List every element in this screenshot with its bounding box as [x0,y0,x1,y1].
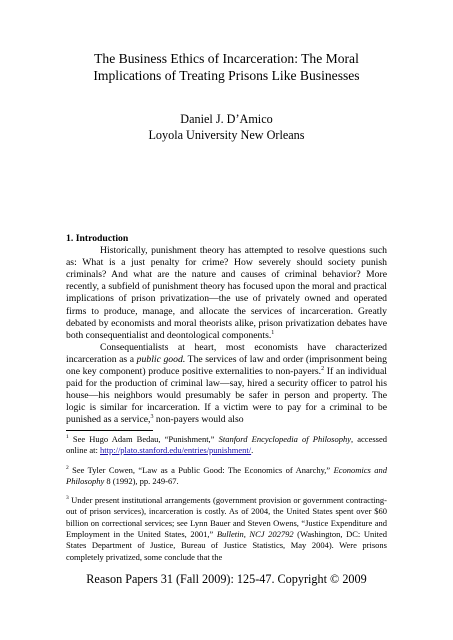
paragraph-2-text-a: Consequentialists at heart, most economists have characterized incarceration as a [66,341,387,365]
paragraph-2-text-c: If an individual paid for the production of criminal law—say, hired a security officer to patrol his house—his neighbors would presumably be safer in person and property. The logic is similar for incarceration. If a victim were to pay for a criminal to be punished as a service, [66,366,387,426]
footnote-1-text-b: , accessed online at: [66,434,387,456]
paragraph-2 [66,342,387,427]
footnotes [66,434,387,571]
footnote-ref-3: 3 [150,414,154,421]
footnote-3-text-a: Under present institutional arrangements (government provision or government contracting-out of prison services), incarceration is costly. As of 2004, the United States spent over $60 billion on correctional services; see Lynn Bauer and Steven Owens, “Justice Expenditure and Employment in the United States, 2001,” [66,495,387,540]
footnote-1-text-a: See Hugo Adam Bedau, “Punishment,” [68,434,219,444]
footnote-1-text-c: . [251,445,254,456]
title-line-2: Implications of Treating Prisons Like Businesses [93,68,360,83]
footnote-1-emphasis: Stanford Encyclopedia of Philosophy [218,434,352,444]
paragraph-1-text: Historically, punishment theory has attempted to resolve questions such as: What is a just penalty for crime? How severely should society punish criminals? And what are the nature and causes of criminal behavior? More recently, a subfield of punishment theory has focused upon the moral and practical implications of prison privatization—the use of privately owned and operated firms to produce, manage, and allocate the services of incarceration. Greatly debated by economists and moral theorists alike, prison privatization debates have both consequentialist and deontological components. [66,245,387,341]
page-footer: Reason Papers 31 (Fall 2009): 125-47. Copyright © 2009 [86,572,367,586]
footnote-2-number: 2 [66,464,69,471]
footnote-2 [66,465,387,488]
author-name: Daniel J. D’Amico [180,112,273,126]
footnote-1 [66,434,387,457]
section-heading: 1. Introduction [66,233,129,244]
footnote-ref-2: 2 [321,365,325,372]
paragraph-1 [66,245,387,342]
footnote-divider [66,430,153,431]
paragraph-2-text-d: non-payers would also [153,414,244,426]
footnote-ref-1: 1 [271,329,275,336]
title-line-1: The Business Ethics of Incarceration: The Moral [94,51,359,66]
paper-title [40,50,413,84]
author-affiliation: Loyola University New Orleans [148,128,305,142]
footnote-1-link[interactable]: http://plato.stanford.edu/entries/punishment/ [100,445,252,456]
footnote-3 [66,495,387,563]
body-text [66,233,387,427]
footnote-2-text-b: 8 (1992), pp. 249-67. [104,475,179,486]
paragraph-2-emphasis: public good. [136,353,186,365]
footnote-3-number: 3 [66,495,69,502]
footnote-3-text-b: (Washington, DC: United States Department of Justice, Bureau of Justice Statistics, May 2004). Were prisons completely privatized, some conclude that the [66,529,387,562]
footnote-3-emphasis: Bulletin, NCJ 202792 [216,529,294,540]
paragraph-2-text-b: The services of law and order (imprisonment being one key component) produce positive externalities to non-payers. [66,353,387,378]
footnote-1-number: 1 [66,434,69,441]
author-block [40,111,413,143]
footnote-2-text-a: See Tyler Cowen, “Law as a Public Good: The Economics of Anarchy,” [68,464,334,475]
footnote-2-emphasis: Economics and Philosophy [66,464,387,486]
